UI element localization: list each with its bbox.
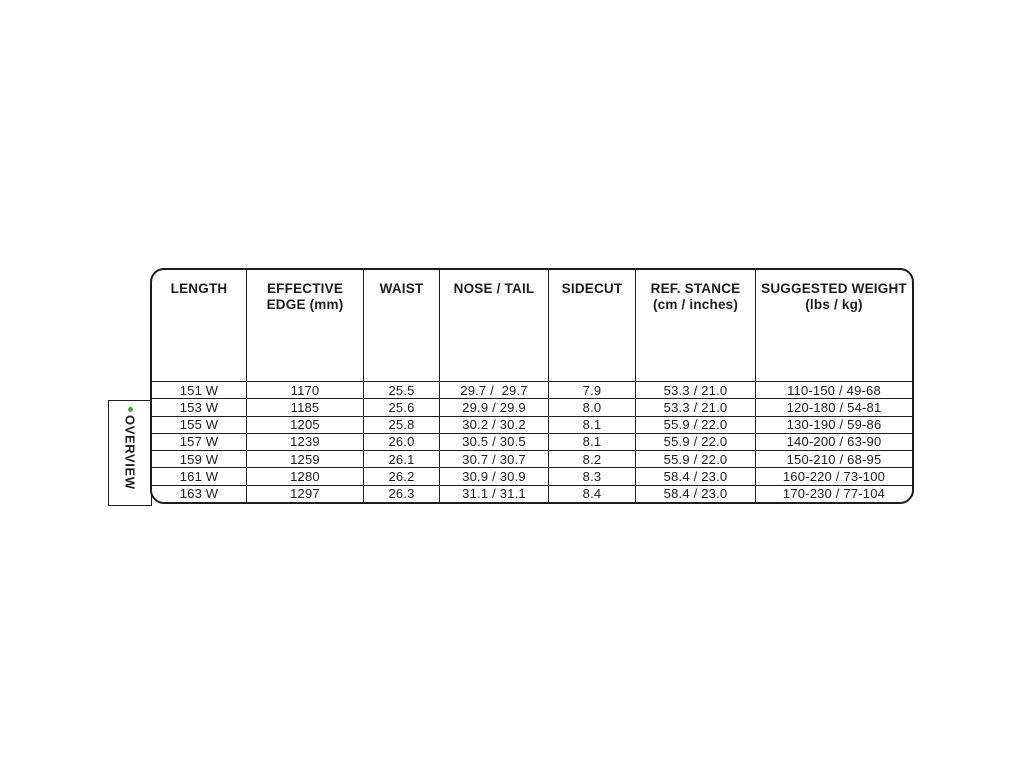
- column-header-line1: WAIST: [379, 281, 424, 296]
- cell-waist: 26.3: [363, 485, 439, 502]
- cell-length: 155 W: [152, 416, 246, 433]
- column-header-line2: (cm / inches): [652, 297, 739, 312]
- column-header-waist: [363, 270, 439, 381]
- cell-nose-tail: 30.2 / 30.2: [439, 416, 548, 433]
- cell-nose-tail: 30.9 / 30.9: [439, 467, 548, 484]
- column-header-line1: LENGTH: [170, 281, 228, 296]
- column-header-effective-edge: [246, 270, 363, 381]
- cell-ref-stance: 53.3 / 21.0: [635, 398, 755, 415]
- cell-effective-edge: 1280: [246, 467, 363, 484]
- cell-effective-edge: 1297: [246, 485, 363, 502]
- column-header-ref-stance: [635, 270, 755, 381]
- cell-waist: 26.0: [363, 433, 439, 450]
- tab-overview-label: OVERVIEW: [122, 415, 138, 490]
- cell-sidecut: 8.1: [548, 416, 635, 433]
- column-header-length: [152, 270, 246, 381]
- cell-suggested-weight: 150-210 / 68-95: [755, 450, 912, 467]
- cell-sidecut: 8.3: [548, 467, 635, 484]
- cell-length: 151 W: [152, 381, 246, 398]
- column-header-nose-tail: [439, 270, 548, 381]
- tab-overview[interactable]: [108, 400, 152, 506]
- column-header-line1: SIDECUT: [561, 281, 623, 296]
- cell-nose-tail: 31.1 / 31.1: [439, 485, 548, 502]
- cell-sidecut: 8.0: [548, 398, 635, 415]
- column-header-line1: NOSE / TAIL: [453, 281, 535, 296]
- cell-sidecut: 7.9: [548, 381, 635, 398]
- cell-nose-tail: 30.7 / 30.7: [439, 450, 548, 467]
- active-dot-icon: [128, 407, 133, 412]
- cell-length: 159 W: [152, 450, 246, 467]
- cell-sidecut: 8.2: [548, 450, 635, 467]
- cell-suggested-weight: 130-190 / 59-86: [755, 416, 912, 433]
- column-header-line1: REF. STANCE: [650, 281, 741, 296]
- column-header-line2: EDGE (mm): [266, 297, 344, 312]
- cell-ref-stance: 55.9 / 22.0: [635, 433, 755, 450]
- cell-suggested-weight: 120-180 / 54-81: [755, 398, 912, 415]
- cell-suggested-weight: 110-150 / 49-68: [755, 381, 912, 398]
- cell-length: 161 W: [152, 467, 246, 484]
- column-header-sidecut: [548, 270, 635, 381]
- cell-ref-stance: 55.9 / 22.0: [635, 450, 755, 467]
- column-header-line1: SUGGESTED WEIGHT: [761, 281, 907, 296]
- cell-ref-stance: 53.3 / 21.0: [635, 381, 755, 398]
- cell-nose-tail: 30.5 / 30.5: [439, 433, 548, 450]
- column-header-line2: (lbs / kg): [805, 297, 863, 312]
- cell-suggested-weight: 170-230 / 77-104: [755, 485, 912, 502]
- cell-waist: 26.1: [363, 450, 439, 467]
- cell-length: 157 W: [152, 433, 246, 450]
- cell-nose-tail: 29.7 / 29.7: [439, 381, 548, 398]
- column-header-line1: EFFECTIVE: [266, 281, 344, 296]
- cell-effective-edge: 1205: [246, 416, 363, 433]
- cell-length: 163 W: [152, 485, 246, 502]
- cell-suggested-weight: 140-200 / 63-90: [755, 433, 912, 450]
- cell-effective-edge: 1185: [246, 398, 363, 415]
- cell-waist: 26.2: [363, 467, 439, 484]
- cell-ref-stance: 58.4 / 23.0: [635, 485, 755, 502]
- cell-ref-stance: 55.9 / 22.0: [635, 416, 755, 433]
- cell-ref-stance: 58.4 / 23.0: [635, 467, 755, 484]
- cell-waist: 25.5: [363, 381, 439, 398]
- cell-nose-tail: 29.9 / 29.9: [439, 398, 548, 415]
- cell-waist: 25.6: [363, 398, 439, 415]
- cell-sidecut: 8.4: [548, 485, 635, 502]
- cell-length: 153 W: [152, 398, 246, 415]
- column-header-suggested-weight: [755, 270, 912, 381]
- cell-suggested-weight: 160-220 / 73-100: [755, 467, 912, 484]
- cell-effective-edge: 1259: [246, 450, 363, 467]
- spec-table: [150, 268, 914, 504]
- cell-waist: 25.8: [363, 416, 439, 433]
- cell-effective-edge: 1170: [246, 381, 363, 398]
- cell-sidecut: 8.1: [548, 433, 635, 450]
- cell-effective-edge: 1239: [246, 433, 363, 450]
